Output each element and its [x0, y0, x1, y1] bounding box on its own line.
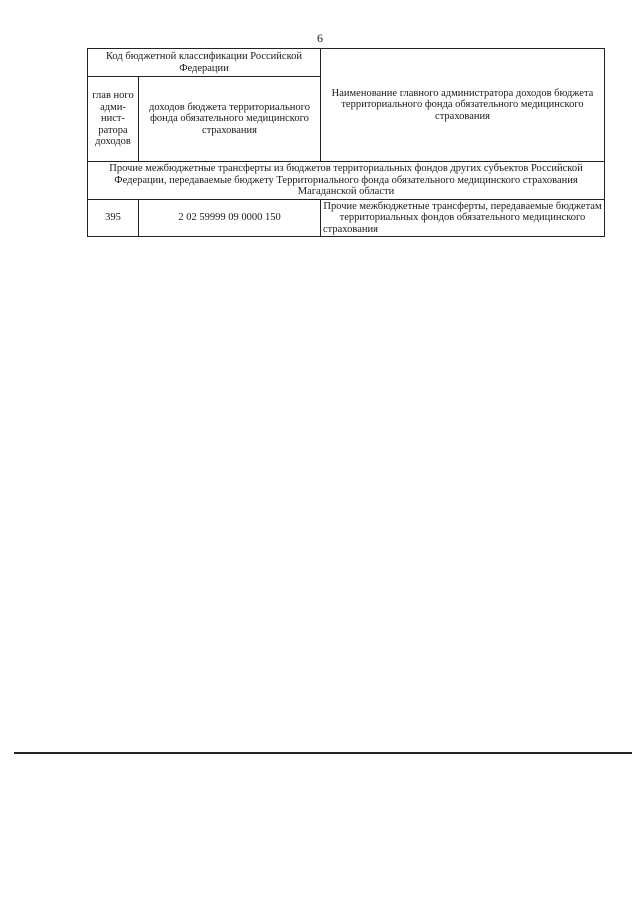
header-income-code: доходов бюджета территориального фонда обязательного медицинского страхования — [139, 77, 321, 162]
row-admin-code: 395 — [88, 199, 139, 237]
header-kbk-group: Код бюджетной классификации Российской Федерации — [88, 49, 321, 77]
section-title: Прочие межбюджетные трансферты из бюджетов территориальных фондов других субъектов Российской Федерации, передаваемые бюджету Территориального фонда обязательного медицинского страхования Магаданской области — [88, 162, 605, 200]
header-admin-name: Наименование главного администратора доходов бюджета территориального фонда обязательного медицинского страхования — [321, 49, 605, 162]
page-number: 6 — [317, 31, 323, 45]
row-budget-code: 2 02 59999 09 0000 150 — [139, 199, 321, 237]
row-income-name: Прочие межбюджетные трансферты, передаваемые бюджетам территориальных фондов обязательного медицинского страхования — [321, 199, 605, 237]
table-header-row — [88, 49, 605, 77]
header-main-admin: глав ного адми- нист- ратора доходов — [88, 77, 139, 162]
table-row — [88, 199, 605, 237]
budget-classification-table — [87, 48, 605, 237]
table-section-row — [88, 162, 605, 200]
bottom-divider — [14, 752, 632, 754]
